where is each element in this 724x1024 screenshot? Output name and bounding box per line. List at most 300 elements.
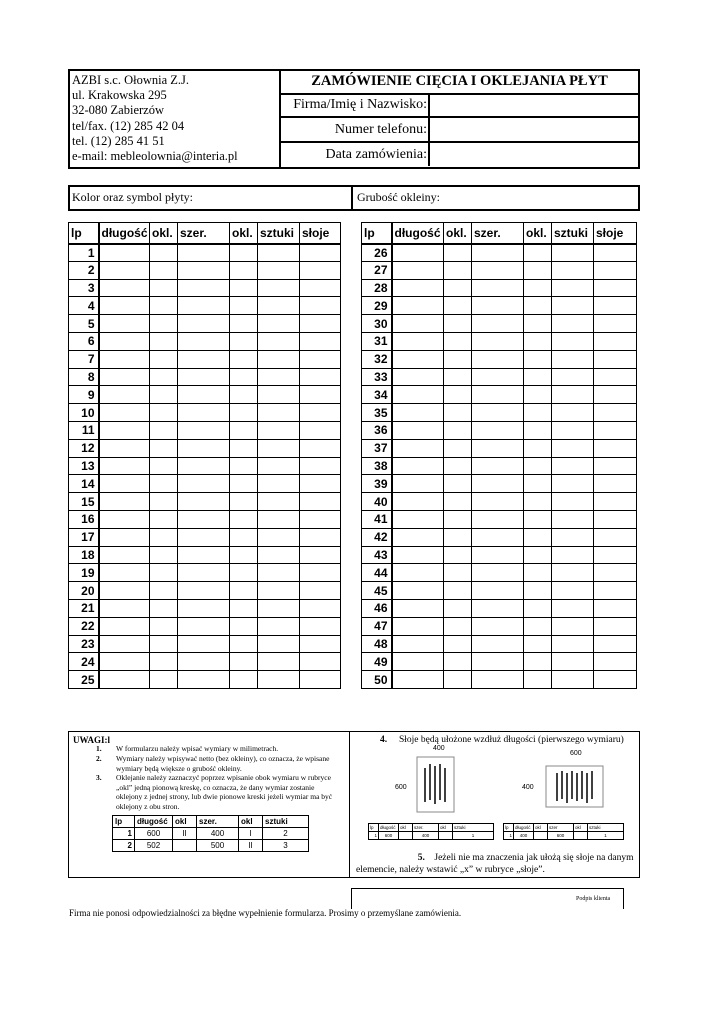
table-cell[interactable] [552, 653, 594, 671]
table-cell[interactable] [594, 315, 637, 333]
phone-field[interactable] [431, 118, 636, 141]
table-cell[interactable] [392, 475, 444, 493]
table-cell[interactable] [444, 332, 472, 350]
table-cell[interactable] [99, 315, 150, 333]
table-cell[interactable] [552, 510, 594, 528]
table-cell[interactable] [178, 350, 230, 368]
table-cell[interactable] [524, 475, 552, 493]
table-cell[interactable] [300, 582, 341, 600]
table-cell[interactable] [552, 368, 594, 386]
table-cell[interactable] [150, 493, 178, 511]
table-cell[interactable] [444, 528, 472, 546]
table-cell[interactable] [524, 439, 552, 457]
table-cell[interactable] [258, 546, 300, 564]
table-cell[interactable] [99, 368, 150, 386]
table-cell[interactable] [178, 599, 230, 617]
table-cell[interactable] [392, 493, 444, 511]
table-cell[interactable] [524, 332, 552, 350]
table-cell[interactable] [300, 599, 341, 617]
table-cell[interactable] [99, 510, 150, 528]
table-cell[interactable] [150, 671, 178, 689]
table-cell[interactable] [178, 439, 230, 457]
table-cell[interactable] [444, 439, 472, 457]
table-cell[interactable] [552, 457, 594, 475]
table-cell[interactable] [300, 261, 341, 279]
table-cell[interactable] [472, 404, 524, 422]
table-cell[interactable] [150, 368, 178, 386]
table-cell[interactable] [230, 350, 258, 368]
table-cell[interactable] [444, 599, 472, 617]
table-cell[interactable] [300, 244, 341, 262]
table-cell[interactable] [392, 279, 444, 297]
table-cell[interactable] [258, 617, 300, 635]
table-cell[interactable] [444, 493, 472, 511]
table-cell[interactable] [230, 617, 258, 635]
table-cell[interactable] [552, 332, 594, 350]
table-cell[interactable] [552, 599, 594, 617]
table-cell[interactable] [99, 439, 150, 457]
table-cell[interactable] [230, 546, 258, 564]
table-cell[interactable] [99, 617, 150, 635]
table-cell[interactable] [524, 564, 552, 582]
table-cell[interactable] [178, 315, 230, 333]
table-cell[interactable] [524, 528, 552, 546]
table-cell[interactable] [594, 279, 637, 297]
table-cell[interactable] [178, 493, 230, 511]
table-cell[interactable] [178, 582, 230, 600]
table-cell[interactable] [230, 493, 258, 511]
table-cell[interactable] [300, 279, 341, 297]
table-cell[interactable] [472, 564, 524, 582]
table-cell[interactable] [150, 475, 178, 493]
table-cell[interactable] [150, 564, 178, 582]
table-cell[interactable] [552, 564, 594, 582]
table-cell[interactable] [444, 582, 472, 600]
table-cell[interactable] [99, 386, 150, 404]
table-cell[interactable] [99, 457, 150, 475]
table-cell[interactable] [444, 421, 472, 439]
table-cell[interactable] [258, 261, 300, 279]
table-cell[interactable] [300, 546, 341, 564]
table-cell[interactable] [444, 244, 472, 262]
table-cell[interactable] [392, 564, 444, 582]
table-cell[interactable] [150, 279, 178, 297]
table-cell[interactable] [300, 528, 341, 546]
table-cell[interactable] [300, 564, 341, 582]
table-cell[interactable] [300, 653, 341, 671]
table-cell[interactable] [552, 386, 594, 404]
table-cell[interactable] [392, 332, 444, 350]
table-cell[interactable] [594, 261, 637, 279]
table-cell[interactable] [552, 493, 594, 511]
table-cell[interactable] [258, 599, 300, 617]
table-cell[interactable] [524, 599, 552, 617]
table-cell[interactable] [150, 421, 178, 439]
table-cell[interactable] [552, 546, 594, 564]
table-cell[interactable] [594, 510, 637, 528]
table-cell[interactable] [258, 315, 300, 333]
table-cell[interactable] [230, 582, 258, 600]
table-cell[interactable] [472, 439, 524, 457]
table-cell[interactable] [594, 421, 637, 439]
table-cell[interactable] [392, 421, 444, 439]
table-cell[interactable] [594, 582, 637, 600]
date-field[interactable] [431, 143, 636, 166]
table-cell[interactable] [99, 564, 150, 582]
table-cell[interactable] [150, 404, 178, 422]
table-cell[interactable] [552, 279, 594, 297]
table-cell[interactable] [472, 261, 524, 279]
table-cell[interactable] [472, 671, 524, 689]
table-cell[interactable] [472, 368, 524, 386]
table-cell[interactable] [230, 671, 258, 689]
table-cell[interactable] [472, 244, 524, 262]
table-cell[interactable] [594, 617, 637, 635]
table-cell[interactable] [444, 617, 472, 635]
table-cell[interactable] [524, 493, 552, 511]
table-cell[interactable] [258, 244, 300, 262]
table-cell[interactable] [300, 315, 341, 333]
table-cell[interactable] [524, 546, 552, 564]
table-cell[interactable] [524, 244, 552, 262]
table-cell[interactable] [392, 653, 444, 671]
table-cell[interactable] [552, 244, 594, 262]
table-cell[interactable] [472, 297, 524, 315]
table-cell[interactable] [392, 599, 444, 617]
table-cell[interactable] [392, 261, 444, 279]
table-cell[interactable] [472, 599, 524, 617]
table-cell[interactable] [99, 421, 150, 439]
table-cell[interactable] [99, 244, 150, 262]
table-cell[interactable] [178, 635, 230, 653]
table-cell[interactable] [524, 315, 552, 333]
table-cell[interactable] [472, 315, 524, 333]
table-cell[interactable] [524, 421, 552, 439]
table-cell[interactable] [594, 671, 637, 689]
table-cell[interactable] [300, 386, 341, 404]
table-cell[interactable] [594, 332, 637, 350]
table-cell[interactable] [594, 564, 637, 582]
table-cell[interactable] [150, 439, 178, 457]
table-cell[interactable] [230, 599, 258, 617]
table-cell[interactable] [258, 350, 300, 368]
table-cell[interactable] [258, 653, 300, 671]
table-cell[interactable] [444, 261, 472, 279]
table-cell[interactable] [150, 546, 178, 564]
table-cell[interactable] [178, 297, 230, 315]
table-cell[interactable] [300, 493, 341, 511]
table-cell[interactable] [472, 582, 524, 600]
table-cell[interactable] [99, 671, 150, 689]
table-cell[interactable] [552, 439, 594, 457]
table-cell[interactable] [594, 635, 637, 653]
table-cell[interactable] [178, 421, 230, 439]
table-cell[interactable] [178, 617, 230, 635]
table-cell[interactable] [258, 404, 300, 422]
table-cell[interactable] [230, 315, 258, 333]
table-cell[interactable] [444, 510, 472, 528]
table-cell[interactable] [150, 457, 178, 475]
table-cell[interactable] [444, 350, 472, 368]
table-cell[interactable] [444, 564, 472, 582]
table-cell[interactable] [258, 671, 300, 689]
table-cell[interactable] [552, 582, 594, 600]
table-cell[interactable] [594, 653, 637, 671]
table-cell[interactable] [230, 279, 258, 297]
table-cell[interactable] [150, 635, 178, 653]
table-cell[interactable] [524, 617, 552, 635]
table-cell[interactable] [150, 510, 178, 528]
table-cell[interactable] [392, 350, 444, 368]
table-cell[interactable] [472, 350, 524, 368]
table-cell[interactable] [594, 475, 637, 493]
table-cell[interactable] [552, 404, 594, 422]
table-cell[interactable] [392, 368, 444, 386]
table-cell[interactable] [392, 635, 444, 653]
table-cell[interactable] [99, 404, 150, 422]
table-cell[interactable] [150, 350, 178, 368]
table-cell[interactable] [300, 368, 341, 386]
table-cell[interactable] [552, 635, 594, 653]
table-cell[interactable] [300, 671, 341, 689]
table-cell[interactable] [300, 617, 341, 635]
table-cell[interactable] [472, 653, 524, 671]
table-cell[interactable] [524, 457, 552, 475]
table-cell[interactable] [258, 635, 300, 653]
table-cell[interactable] [230, 386, 258, 404]
table-cell[interactable] [258, 297, 300, 315]
table-cell[interactable] [552, 261, 594, 279]
table-cell[interactable] [594, 528, 637, 546]
table-cell[interactable] [392, 671, 444, 689]
table-cell[interactable] [594, 368, 637, 386]
table-cell[interactable] [300, 457, 341, 475]
table-cell[interactable] [594, 546, 637, 564]
table-cell[interactable] [444, 546, 472, 564]
table-cell[interactable] [258, 582, 300, 600]
table-cell[interactable] [472, 457, 524, 475]
table-cell[interactable] [552, 421, 594, 439]
table-cell[interactable] [472, 635, 524, 653]
table-cell[interactable] [524, 386, 552, 404]
table-cell[interactable] [258, 332, 300, 350]
table-cell[interactable] [99, 350, 150, 368]
table-cell[interactable] [178, 564, 230, 582]
table-cell[interactable] [300, 635, 341, 653]
table-cell[interactable] [472, 279, 524, 297]
table-cell[interactable] [444, 475, 472, 493]
table-cell[interactable] [258, 510, 300, 528]
table-cell[interactable] [300, 404, 341, 422]
table-cell[interactable] [178, 404, 230, 422]
table-cell[interactable] [258, 457, 300, 475]
table-cell[interactable] [99, 546, 150, 564]
table-cell[interactable] [99, 653, 150, 671]
table-cell[interactable] [99, 493, 150, 511]
table-cell[interactable] [524, 582, 552, 600]
table-cell[interactable] [594, 386, 637, 404]
table-cell[interactable] [594, 493, 637, 511]
table-cell[interactable] [300, 439, 341, 457]
table-cell[interactable] [444, 653, 472, 671]
table-cell[interactable] [230, 332, 258, 350]
table-cell[interactable] [444, 457, 472, 475]
table-cell[interactable] [392, 386, 444, 404]
table-cell[interactable] [99, 475, 150, 493]
table-cell[interactable] [472, 528, 524, 546]
table-cell[interactable] [300, 332, 341, 350]
table-cell[interactable] [594, 404, 637, 422]
table-cell[interactable] [230, 528, 258, 546]
table-cell[interactable] [472, 546, 524, 564]
table-cell[interactable] [178, 368, 230, 386]
table-cell[interactable] [552, 475, 594, 493]
table-cell[interactable] [258, 439, 300, 457]
table-cell[interactable] [258, 564, 300, 582]
table-cell[interactable] [150, 599, 178, 617]
table-cell[interactable] [258, 421, 300, 439]
table-cell[interactable] [472, 332, 524, 350]
table-cell[interactable] [524, 653, 552, 671]
table-cell[interactable] [552, 671, 594, 689]
table-cell[interactable] [178, 475, 230, 493]
table-cell[interactable] [99, 261, 150, 279]
table-cell[interactable] [150, 653, 178, 671]
table-cell[interactable] [392, 510, 444, 528]
table-cell[interactable] [230, 261, 258, 279]
table-cell[interactable] [99, 279, 150, 297]
table-cell[interactable] [392, 404, 444, 422]
table-cell[interactable] [594, 457, 637, 475]
table-cell[interactable] [552, 315, 594, 333]
table-cell[interactable] [472, 475, 524, 493]
table-cell[interactable] [444, 404, 472, 422]
table-cell[interactable] [594, 350, 637, 368]
table-cell[interactable] [178, 386, 230, 404]
table-cell[interactable] [552, 617, 594, 635]
table-cell[interactable] [594, 244, 637, 262]
table-cell[interactable] [150, 617, 178, 635]
table-cell[interactable] [392, 617, 444, 635]
table-cell[interactable] [178, 528, 230, 546]
table-cell[interactable] [392, 528, 444, 546]
table-cell[interactable] [300, 421, 341, 439]
table-cell[interactable] [150, 261, 178, 279]
table-cell[interactable] [150, 386, 178, 404]
table-cell[interactable] [472, 421, 524, 439]
table-cell[interactable] [524, 635, 552, 653]
table-cell[interactable] [178, 671, 230, 689]
table-cell[interactable] [444, 635, 472, 653]
table-cell[interactable] [392, 315, 444, 333]
table-cell[interactable] [472, 510, 524, 528]
table-cell[interactable] [524, 350, 552, 368]
table-cell[interactable] [258, 279, 300, 297]
table-cell[interactable] [230, 653, 258, 671]
table-cell[interactable] [258, 368, 300, 386]
table-cell[interactable] [99, 635, 150, 653]
table-cell[interactable] [178, 546, 230, 564]
table-cell[interactable] [230, 635, 258, 653]
table-cell[interactable] [594, 297, 637, 315]
table-cell[interactable] [444, 368, 472, 386]
table-cell[interactable] [230, 457, 258, 475]
table-cell[interactable] [258, 493, 300, 511]
table-cell[interactable] [230, 510, 258, 528]
table-cell[interactable] [300, 297, 341, 315]
table-cell[interactable] [300, 475, 341, 493]
table-cell[interactable] [99, 599, 150, 617]
table-cell[interactable] [150, 332, 178, 350]
table-cell[interactable] [150, 528, 178, 546]
table-cell[interactable] [150, 244, 178, 262]
table-cell[interactable] [594, 599, 637, 617]
name-field[interactable] [431, 93, 636, 116]
table-cell[interactable] [524, 404, 552, 422]
table-cell[interactable] [300, 350, 341, 368]
table-cell[interactable] [178, 332, 230, 350]
table-cell[interactable] [392, 457, 444, 475]
table-cell[interactable] [150, 315, 178, 333]
table-cell[interactable] [258, 475, 300, 493]
table-cell[interactable] [472, 386, 524, 404]
table-cell[interactable] [99, 297, 150, 315]
table-cell[interactable] [178, 261, 230, 279]
table-cell[interactable] [230, 439, 258, 457]
table-cell[interactable] [444, 297, 472, 315]
table-cell[interactable] [524, 510, 552, 528]
table-cell[interactable] [300, 510, 341, 528]
table-cell[interactable] [524, 297, 552, 315]
table-cell[interactable] [230, 421, 258, 439]
table-cell[interactable] [392, 582, 444, 600]
table-cell[interactable] [178, 244, 230, 262]
table-cell[interactable] [552, 528, 594, 546]
table-cell[interactable] [524, 671, 552, 689]
table-cell[interactable] [99, 332, 150, 350]
table-cell[interactable] [524, 261, 552, 279]
table-cell[interactable] [99, 582, 150, 600]
table-cell[interactable] [150, 582, 178, 600]
table-cell[interactable] [230, 368, 258, 386]
table-cell[interactable] [552, 297, 594, 315]
table-cell[interactable] [524, 368, 552, 386]
table-cell[interactable] [524, 279, 552, 297]
table-cell[interactable] [444, 279, 472, 297]
table-cell[interactable] [444, 315, 472, 333]
table-cell[interactable] [230, 404, 258, 422]
table-cell[interactable] [178, 653, 230, 671]
table-cell[interactable] [392, 244, 444, 262]
table-cell[interactable] [552, 350, 594, 368]
table-cell[interactable] [444, 671, 472, 689]
table-cell[interactable] [178, 510, 230, 528]
table-cell[interactable] [392, 439, 444, 457]
table-cell[interactable] [392, 546, 444, 564]
table-cell[interactable] [178, 279, 230, 297]
table-cell[interactable] [230, 475, 258, 493]
table-cell[interactable] [178, 457, 230, 475]
table-cell[interactable] [150, 297, 178, 315]
table-cell[interactable] [230, 297, 258, 315]
table-cell[interactable] [472, 493, 524, 511]
table-cell[interactable] [99, 528, 150, 546]
table-cell[interactable] [258, 386, 300, 404]
table-cell[interactable] [392, 297, 444, 315]
table-cell[interactable] [230, 244, 258, 262]
table-cell[interactable] [594, 439, 637, 457]
table-cell[interactable] [258, 528, 300, 546]
